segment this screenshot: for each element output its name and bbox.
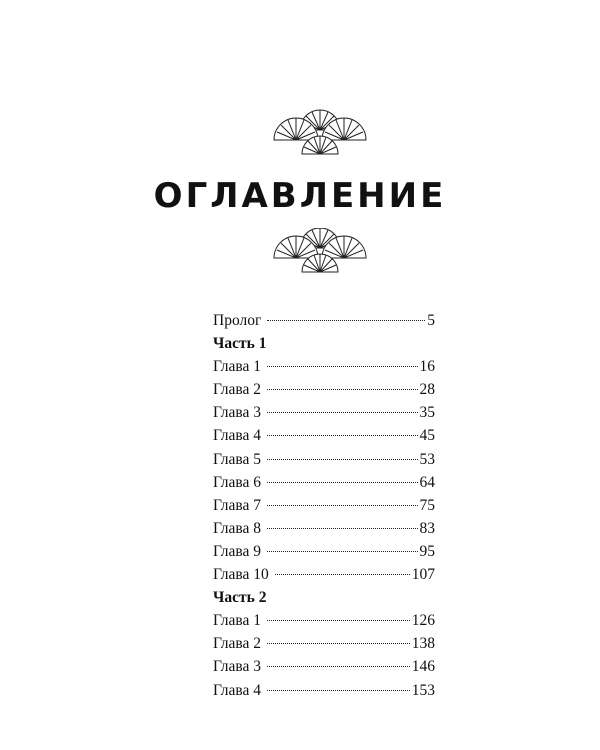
- toc-entry-label: Глава 6: [213, 473, 262, 491]
- toc-entry-page: 35: [419, 404, 435, 422]
- dot-leader: [267, 620, 410, 621]
- dot-leader: [275, 574, 410, 575]
- toc-entry-page: 153: [411, 681, 435, 699]
- toc-entry-page: 5: [427, 312, 435, 329]
- dot-leader: [267, 389, 417, 390]
- toc-entry-page: 126: [411, 612, 435, 630]
- dot-leader: [267, 505, 417, 506]
- dot-leader: [267, 690, 410, 691]
- toc-entry-page: 28: [419, 381, 435, 399]
- dot-leader: [267, 435, 417, 436]
- dot-leader: [267, 528, 417, 529]
- fan-ornament-bottom: [270, 228, 370, 278]
- toc-entry: [213, 655, 435, 678]
- page-title: ОГЛАВЛЕНИЕ: [153, 176, 447, 216]
- toc-entry-label: Глава 2: [213, 381, 262, 399]
- toc-entry-label: Глава 7: [213, 496, 262, 514]
- toc-entry-page: 138: [411, 635, 435, 653]
- toc-entry-label: Глава 4: [213, 681, 262, 699]
- toc-entry-page: 45: [419, 427, 435, 445]
- toc-entry: [213, 471, 435, 494]
- dot-leader: [267, 459, 417, 460]
- toc-entry: [213, 679, 435, 702]
- toc-entry-page: 83: [419, 519, 435, 537]
- toc-entry: [213, 517, 435, 540]
- toc-entry: [213, 424, 435, 447]
- dot-leader: [267, 551, 417, 552]
- toc-entry: [213, 540, 435, 563]
- toc-entry-label: Глава 3: [213, 658, 262, 676]
- toc-entry-label: Пролог: [213, 312, 262, 329]
- toc-entry: [213, 563, 435, 586]
- toc-entry-label: Глава 10: [213, 566, 269, 584]
- toc-entry-page: 16: [419, 358, 435, 376]
- toc-entry: [213, 494, 435, 517]
- dot-leader: [267, 412, 417, 413]
- toc-entry-label: Глава 1: [213, 358, 262, 376]
- dot-leader: [267, 366, 417, 367]
- toc-entry: [213, 609, 435, 632]
- toc-entry: [213, 632, 435, 655]
- toc-entry: [213, 401, 435, 424]
- toc-entry-page: 146: [411, 658, 435, 676]
- table-of-contents: [213, 309, 435, 702]
- dot-leader: [267, 320, 425, 321]
- dot-leader: [267, 482, 417, 483]
- toc-entry-page: 64: [419, 473, 435, 491]
- toc-entry: [213, 448, 435, 471]
- dot-leader: [267, 666, 410, 667]
- toc-entry-page: 95: [419, 542, 435, 560]
- toc-entry-label: Глава 9: [213, 542, 262, 560]
- toc-entry-label: Глава 3: [213, 404, 262, 422]
- toc-entry: [213, 378, 435, 401]
- toc-entry-label: Глава 2: [213, 635, 262, 653]
- toc-entry: [213, 355, 435, 378]
- toc-entry-label: Глава 8: [213, 519, 262, 537]
- toc-part-heading: Часть 1: [213, 335, 267, 353]
- dot-leader: [267, 643, 410, 644]
- toc-entry-page: 75: [419, 496, 435, 514]
- toc-entry-label: Глава 1: [213, 612, 262, 630]
- toc-entry-label: Глава 5: [213, 450, 262, 468]
- toc-entry: [213, 309, 435, 332]
- toc-part-heading: Часть 2: [213, 589, 267, 607]
- toc-entry-page: 53: [419, 450, 435, 468]
- fan-ornament-top: [270, 108, 370, 158]
- toc-entry-label: Глава 4: [213, 427, 262, 445]
- toc-entry-page: 107: [411, 566, 435, 584]
